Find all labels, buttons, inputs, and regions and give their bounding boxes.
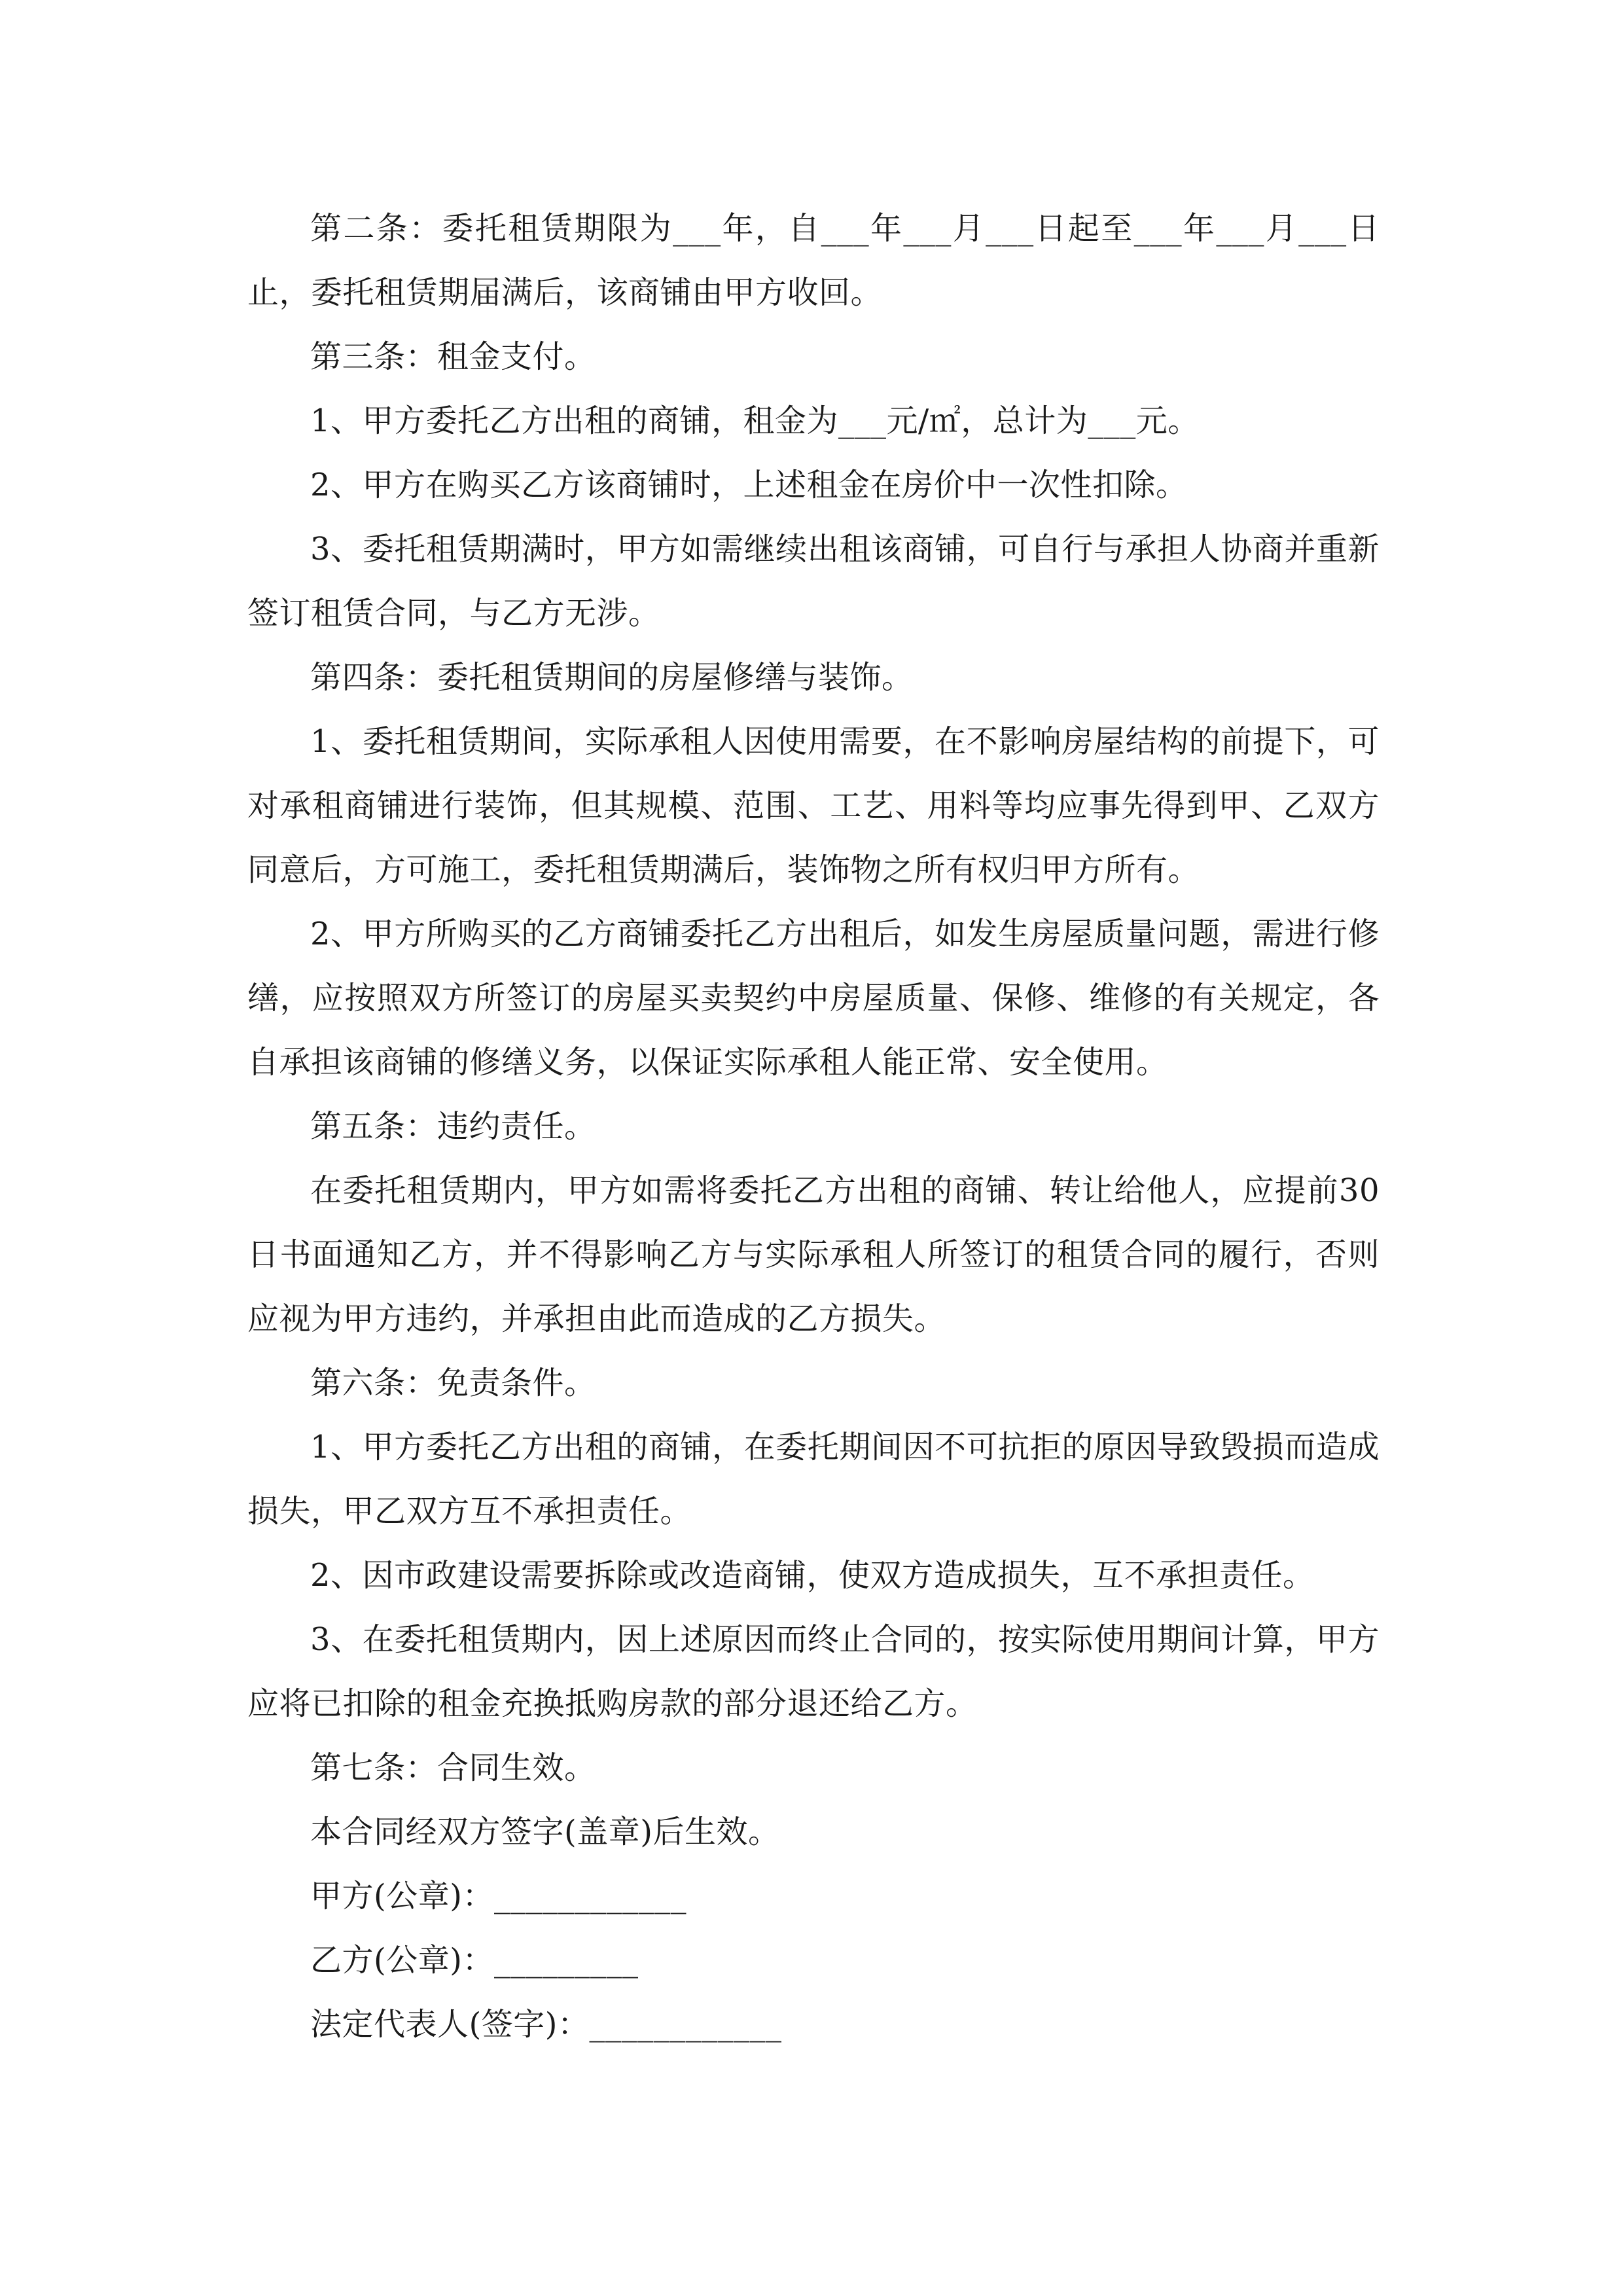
clause-6-item-2: 2、因市政建设需要拆除或改造商铺，使双方造成损失，互不承担责任。	[310, 1557, 1315, 1594]
clause-4-heading: 第四条：委托租赁期间的房屋修缮与装饰。	[310, 659, 914, 696]
party-a-seal-line: 甲方(公章)：____________	[310, 1878, 687, 1914]
clause-5-body: 在委托租赁期内，甲方如需将委托乙方出租的商铺、转让给他人，应提前30日书面通知乙方，并不得影响乙方与实际承租人所签订的租赁合同的履行，否则应视为甲方违约，并承担由此而造成的乙方损失。	[247, 1172, 1380, 1337]
clause-5-heading: 第五条：违约责任。	[310, 1108, 596, 1145]
clause-6-heading: 第六条：免责条件。	[310, 1365, 596, 1401]
clause-3-heading: 第三条：租金支付。	[310, 338, 596, 375]
clause-7-heading: 第七条：合同生效。	[310, 1749, 596, 1786]
legal-representative-signature-line: 法定代表人(签字)：____________	[310, 2006, 782, 2043]
clause-3-item-2: 2、甲方在购买乙方该商铺时，上述租金在房价中一次性扣除。	[310, 467, 1188, 503]
clause-2-term: 第二条：委托租赁期限为___年，自___年___月___日起至___年___月___日止，委托租赁期届满后，该商铺由甲方收回。	[247, 210, 1380, 311]
clause-3-item-1: 1、甲方委托乙方出租的商铺，租金为___元/㎡，总计为___元。	[310, 403, 1200, 439]
clause-4-item-2: 2、甲方所购买的乙方商铺委托乙方出租后，如发生房屋质量问题，需进行修缮，应按照双方所签订的房屋买卖契约中房屋质量、保修、维修的有关规定，各自承担该商铺的修缮义务，以保证实际承租人能正常、安全使用。	[247, 916, 1380, 1081]
party-b-seal-line: 乙方(公章)：_________	[310, 1942, 639, 1979]
document-body	[247, 196, 1380, 2056]
clause-6-item-3: 3、在委托租赁期内，因上述原因而终止合同的，按实际使用期间计算，甲方应将已扣除的租金充换抵购房款的部分退还给乙方。	[247, 1621, 1380, 1722]
clause-3-item-3: 3、委托租赁期满时，甲方如需继续出租该商铺，可自行与承担人协商并重新签订租赁合同，与乙方无涉。	[247, 531, 1380, 632]
clause-6-item-1: 1、甲方委托乙方出租的商铺，在委托期间因不可抗拒的原因导致毁损而造成损失，甲乙双方互不承担责任。	[247, 1429, 1380, 1530]
clause-7-body: 本合同经双方签字(盖章)后生效。	[310, 1814, 780, 1850]
clause-4-item-1: 1、委托租赁期间，实际承租人因使用需要，在不影响房屋结构的前提下，可对承租商铺进行装饰，但其规模、范围、工艺、用料等均应事先得到甲、乙双方同意后，方可施工，委托租赁期满后，装饰物之所有权归甲方所有。	[247, 723, 1380, 888]
